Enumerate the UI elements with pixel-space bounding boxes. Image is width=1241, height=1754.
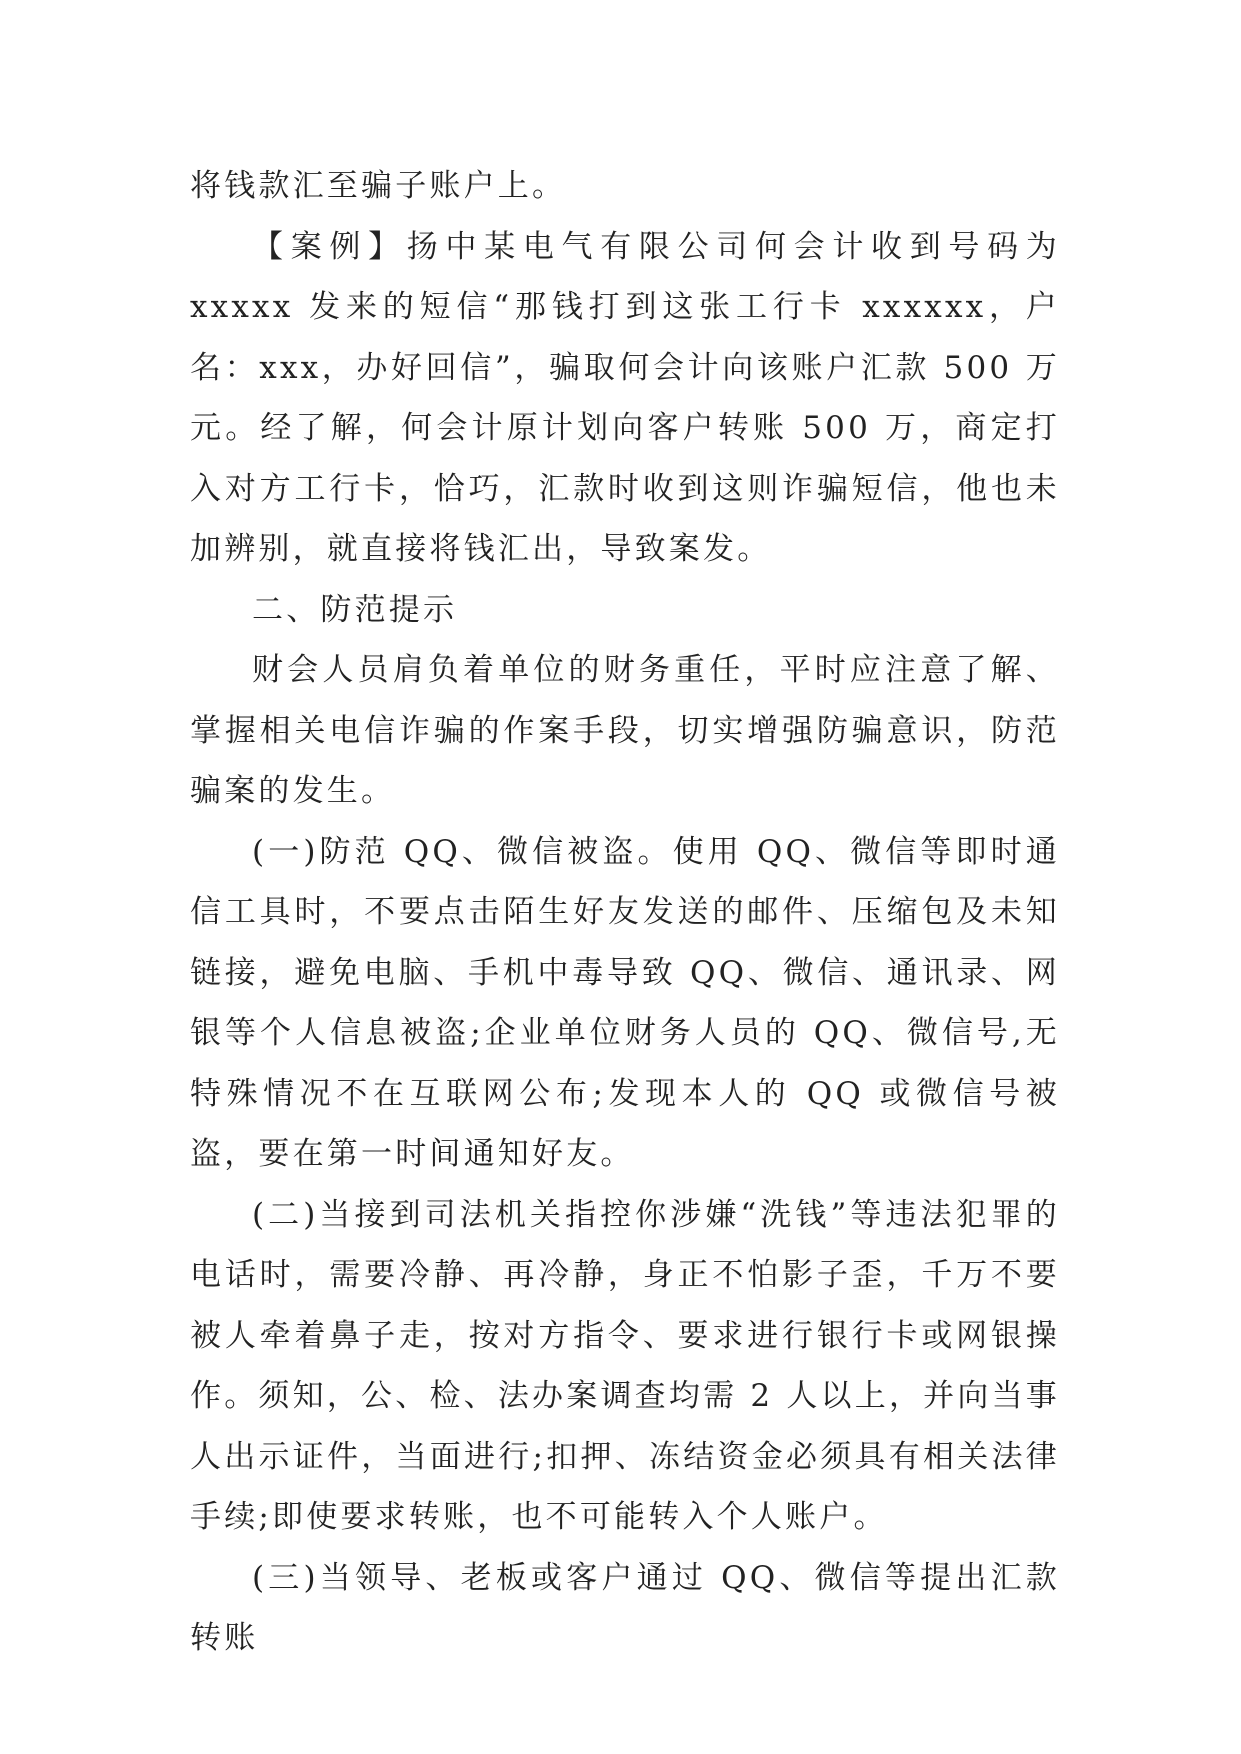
paragraph-item-two: (二)当接到司法机关指控你涉嫌“洗钱”等违法犯罪的电话时，需要冷静、再冷静，身正不怕影子歪，千万不要被人牵着鼻子走，按对方指令、要求进行银行卡或网银操作。须知，公、检、法办案调查均需 2 人以上，并向当事人出示证件，当面进行;扣押、冻结资金必须具有相关法律手续;即使要求转账，也不可能转入个人账户。 (190, 1196, 1060, 1535)
paragraph-case-example: 【案例】扬中某电气有限公司何会计收到号码为 xxxxx 发来的短信“那钱打到这张工行卡 xxxxxx，户名：xxx，办好回信”，骗取何会计向该账户汇款 500 万元。经了解，何会计原计划向客户转账 500 万，商定打入对方工行卡，恰巧，汇款时收到这则诈骗短信，他也未加辨别，就直接将钱汇出，导致案发。 (190, 228, 1060, 567)
paragraph-item-one: (一)防范 QQ、微信被盗。使用 QQ、微信等即时通信工具时，不要点击陌生好友发送的邮件、压缩包及未知链接，避免电脑、手机中毒导致 QQ、微信、通讯录、网银等个人信息被盗;企业单位财务人员的 QQ、微信号,无特殊情况不在互联网公布;发现本人的 QQ 或微信号被盗，要在第一时间通知好友。 (190, 833, 1060, 1172)
paragraph-continuation: 将钱款汇至骗子账户上。 (190, 168, 567, 204)
document-body (190, 156, 1060, 1669)
paragraph-prevention-intro: 财会人员肩负着单位的财务重任，平时应注意了解、掌握相关电信诈骗的作案手段，切实增强防骗意识，防范骗案的发生。 (190, 652, 1060, 809)
paragraph-item-three: (三)当领导、老板或客户通过 QQ、微信等提出汇款转账 (190, 1559, 1060, 1656)
section-heading-prevention-tips: 二、防范提示 (252, 591, 458, 628)
